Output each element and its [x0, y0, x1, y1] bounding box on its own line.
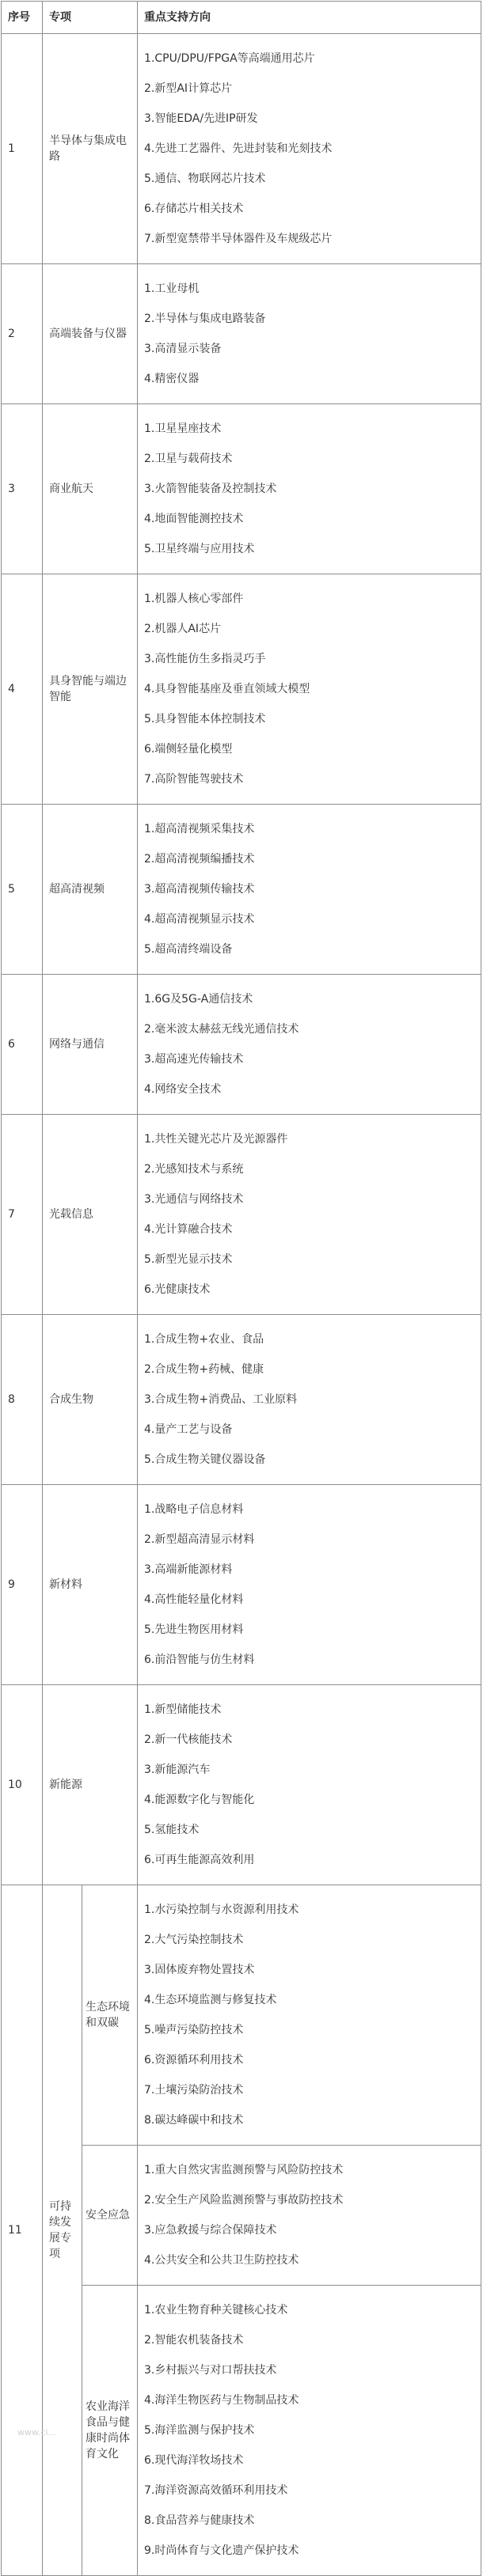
direction-item: 4.光计算融合技术 — [144, 1223, 233, 1236]
direction-item: 1.CPU/DPU/FPGA等高端通用芯片 — [144, 52, 315, 65]
direction-item: 8.碳达峰碳中和技术 — [144, 2114, 244, 2127]
direction-item: 5.合成生物关键仪器设备 — [144, 1453, 266, 1466]
directions-cell — [138, 34, 481, 264]
row-topic: 商业航天 — [43, 404, 138, 574]
direction-item: 9.时尚体育与文化遗产保护技术 — [144, 2544, 299, 2557]
row-topic: 可持续发展专项 — [43, 1885, 82, 2576]
direction-item: 5.海洋监测与保护技术 — [144, 2424, 255, 2437]
direction-item: 4.先进工艺器件、先进封装和光刻技术 — [144, 142, 333, 155]
table-header-row — [2, 2, 481, 34]
direction-item: 5.超高清终端设备 — [144, 943, 233, 956]
header-no: 序号 — [2, 2, 43, 34]
direction-item: 1.合成生物+农业、食品 — [144, 1333, 264, 1346]
direction-item: 7.新型宽禁带半导体器件及车规级芯片 — [144, 233, 333, 245]
direction-item: 1.超高清视频采集技术 — [144, 823, 255, 835]
direction-item: 2.卫星与载荷技术 — [144, 453, 233, 465]
row-number: 11 — [2, 1885, 43, 2576]
direction-item: 1.机器人核心零部件 — [144, 593, 244, 605]
table-row — [2, 1485, 481, 1685]
direction-item: 3.高端新能源材料 — [144, 1563, 233, 1576]
table-row — [2, 574, 481, 805]
header-directions: 重点支持方向 — [138, 2, 481, 34]
directions-cell — [138, 1315, 481, 1485]
direction-item: 5.通信、物联网芯片技术 — [144, 172, 266, 185]
directions-cell — [138, 1115, 481, 1315]
direction-item: 5.具身智能本体控制技术 — [144, 713, 266, 725]
directions-cell — [138, 574, 481, 805]
table-row — [2, 1685, 481, 1885]
direction-item: 4.超高清视频显示技术 — [144, 913, 255, 926]
direction-item: 1.重大自然灾害监测预警与风险防控技术 — [144, 2164, 344, 2176]
row-number: 4 — [2, 574, 43, 805]
row-number: 8 — [2, 1315, 43, 1485]
table-row — [2, 975, 481, 1115]
direction-item: 2.合成生物+药械、健康 — [144, 1363, 264, 1376]
row-topic: 新能源 — [43, 1685, 138, 1885]
row-number: 3 — [2, 404, 43, 574]
direction-item: 5.新型光显示技术 — [144, 1253, 233, 1266]
direction-item: 1.战略电子信息材料 — [144, 1503, 244, 1516]
row-topic: 高端装备与仪器 — [43, 264, 138, 404]
direction-item: 4.能源数字化与智能化 — [144, 1794, 255, 1806]
table-row — [2, 404, 481, 574]
direction-item: 5.先进生物医用材料 — [144, 1623, 244, 1636]
subtopic-cell: 农业海洋食品与健康时尚体育文化 — [82, 2286, 138, 2576]
support-directions-table — [1, 1, 481, 2576]
direction-item: 5.卫星终端与应用技术 — [144, 543, 255, 555]
table-row — [2, 264, 481, 404]
direction-item: 3.超高速光传输技术 — [144, 1053, 244, 1066]
direction-item: 3.应急救援与综合保障技术 — [144, 2224, 277, 2237]
direction-item: 7.高阶智能驾驶技术 — [144, 773, 244, 786]
direction-item: 4.高性能轻量化材料 — [144, 1593, 244, 1606]
subtopic-cell: 安全应急 — [82, 2146, 138, 2286]
direction-item: 4.生态环境监测与修复技术 — [144, 1994, 277, 2006]
direction-item: 4.量产工艺与设备 — [144, 1423, 233, 1436]
direction-item: 5.氢能技术 — [144, 1824, 200, 1836]
direction-item: 2.毫米波太赫兹无线光通信技术 — [144, 1023, 299, 1036]
direction-item: 1.新型储能技术 — [144, 1703, 222, 1716]
direction-item: 6.光健康技术 — [144, 1283, 211, 1296]
direction-item: 3.乡村振兴与对口帮扶技术 — [144, 2364, 277, 2377]
direction-item: 5.噪声污染防控技术 — [144, 2024, 244, 2036]
direction-item: 1.水污染控制与水资源利用技术 — [144, 1904, 299, 1916]
row-number: 1 — [2, 34, 43, 264]
directions-cell — [138, 2146, 481, 2286]
direction-item: 3.光通信与网络技术 — [144, 1193, 244, 1206]
direction-item: 1.卫星星座技术 — [144, 422, 222, 435]
direction-item: 4.具身智能基座及垂直领域大模型 — [144, 683, 310, 695]
directions-cell — [138, 404, 481, 574]
direction-item: 1.工业母机 — [144, 282, 200, 295]
direction-item: 1.共性关键光芯片及光源器件 — [144, 1133, 288, 1146]
directions-cell — [138, 2286, 481, 2576]
direction-item: 2.新一代核能技术 — [144, 1733, 233, 1746]
row-topic: 半导体与集成电路 — [43, 34, 138, 264]
table-row — [2, 1315, 481, 1485]
direction-item: 2.智能农机装备技术 — [144, 2334, 244, 2347]
direction-item: 7.土壤污染防治技术 — [144, 2084, 244, 2097]
directions-cell — [138, 264, 481, 404]
direction-item: 2.半导体与集成电路装备 — [144, 313, 266, 325]
watermark: www.ci... — [17, 2427, 57, 2438]
direction-item: 8.食品营养与健康技术 — [144, 2514, 255, 2527]
directions-cell — [138, 1685, 481, 1885]
table-row — [2, 34, 481, 264]
header-topic: 专项 — [43, 2, 138, 34]
table-row — [2, 1115, 481, 1315]
directions-cell — [138, 805, 481, 975]
row-number: 5 — [2, 805, 43, 975]
row-number: 10 — [2, 1685, 43, 1885]
direction-item: 2.大气污染控制技术 — [144, 1934, 244, 1946]
direction-item: 7.海洋资源高效循环利用技术 — [144, 2484, 288, 2497]
directions-cell — [138, 1885, 481, 2146]
row-topic: 网络与通信 — [43, 975, 138, 1115]
table-row — [2, 1885, 481, 2146]
direction-item: 3.固体废弃物处置技术 — [144, 1964, 255, 1976]
direction-item: 6.前沿智能与仿生材料 — [144, 1654, 255, 1666]
direction-item: 4.精密仪器 — [144, 373, 200, 385]
direction-item: 6.存储芯片相关技术 — [144, 203, 244, 215]
direction-item: 2.超高清视频编播技术 — [144, 853, 255, 866]
row-topic: 新材料 — [43, 1485, 138, 1685]
row-number: 7 — [2, 1115, 43, 1315]
direction-item: 2.安全生产风险监测预警与事故防控技术 — [144, 2194, 344, 2207]
direction-item: 6.现代海洋牧场技术 — [144, 2454, 244, 2467]
direction-item: 6.可再生能源高效利用 — [144, 1854, 255, 1866]
table-row — [2, 805, 481, 975]
direction-item: 6.端侧轻量化模型 — [144, 743, 233, 756]
direction-item: 4.网络安全技术 — [144, 1083, 222, 1096]
direction-item: 4.地面智能测控技术 — [144, 513, 244, 525]
direction-item: 3.火箭智能装备及控制技术 — [144, 483, 277, 495]
direction-item: 3.智能EDA/先进IP研发 — [144, 112, 258, 125]
direction-item: 2.光感知技术与系统 — [144, 1163, 244, 1176]
direction-item: 4.公共安全和公共卫生防控技术 — [144, 2254, 299, 2267]
row-number: 6 — [2, 975, 43, 1115]
directions-cell — [138, 975, 481, 1115]
direction-item: 3.高清显示装备 — [144, 343, 222, 355]
direction-item: 1.农业生物育种关键核心技术 — [144, 2304, 288, 2317]
row-topic: 具身智能与端边智能 — [43, 574, 138, 805]
direction-item: 4.海洋生物医药与生物制品技术 — [144, 2394, 299, 2407]
direction-item: 3.超高清视频传输技术 — [144, 883, 255, 896]
direction-item: 3.合成生物+消费品、工业原料 — [144, 1393, 298, 1406]
direction-item: 3.高性能仿生多指灵巧手 — [144, 653, 266, 665]
row-topic: 光载信息 — [43, 1115, 138, 1315]
row-number: 9 — [2, 1485, 43, 1685]
directions-cell — [138, 1485, 481, 1685]
direction-item: 2.新型超高清显示材料 — [144, 1533, 255, 1546]
direction-item: 2.新型AI计算芯片 — [144, 82, 233, 95]
direction-item: 3.新能源汽车 — [144, 1763, 211, 1776]
table-body — [2, 34, 481, 2576]
direction-item: 6.资源循环利用技术 — [144, 2054, 244, 2066]
direction-item: 1.6G及5G-A通信技术 — [144, 993, 253, 1006]
row-number: 2 — [2, 264, 43, 404]
direction-item: 2.机器人AI芯片 — [144, 623, 222, 635]
row-topic: 超高清视频 — [43, 805, 138, 975]
row-topic: 合成生物 — [43, 1315, 138, 1485]
subtopic-cell: 生态环境和双碳 — [82, 1885, 138, 2146]
